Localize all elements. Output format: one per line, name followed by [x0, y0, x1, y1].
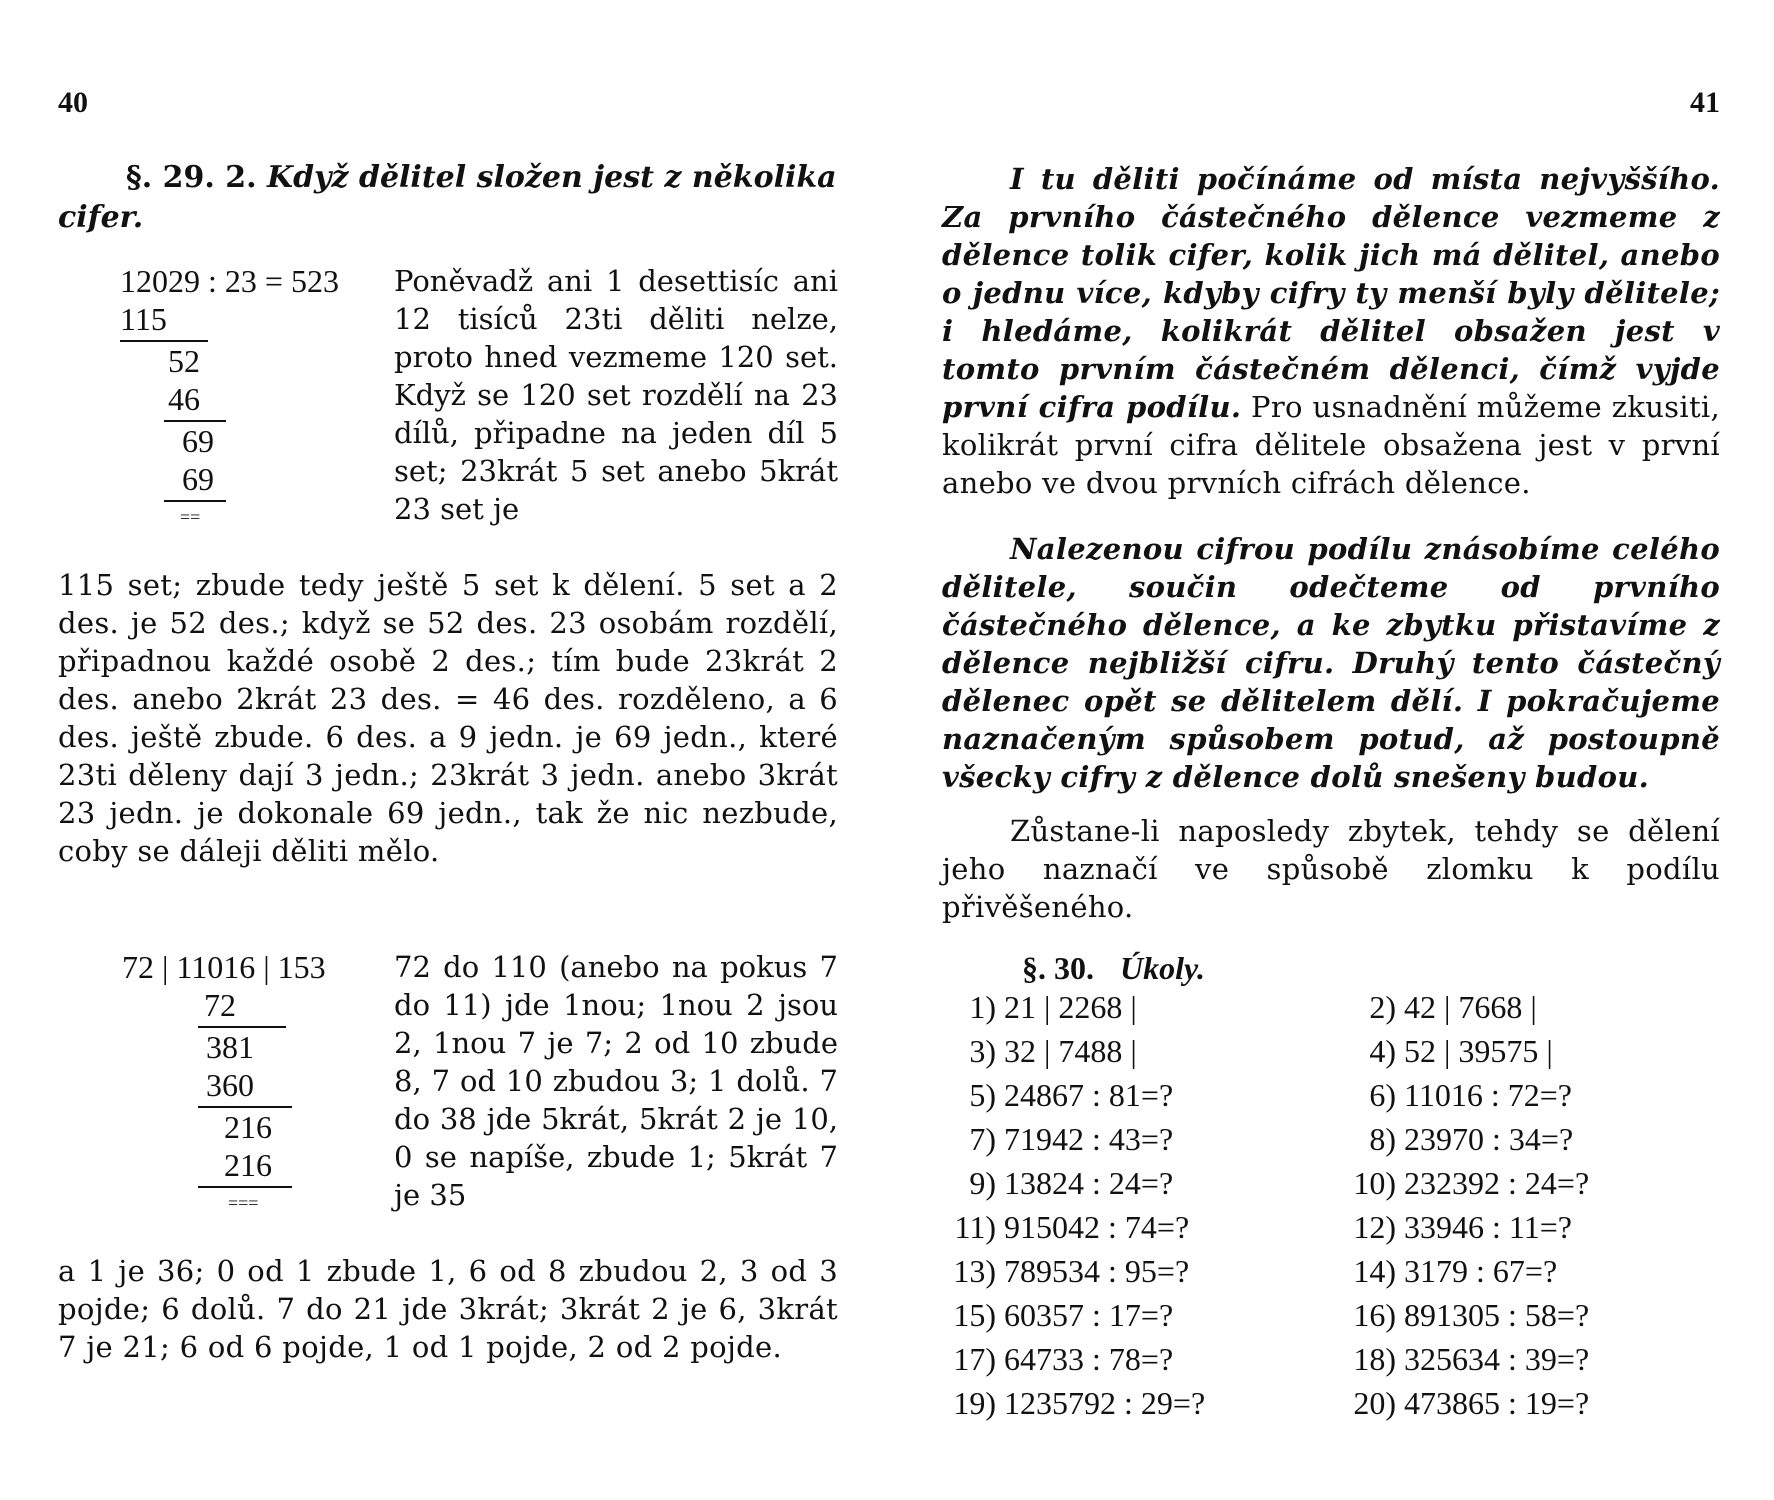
calc-row: 115 — [120, 301, 167, 337]
exercise-expression: 325634 : 39=? — [1404, 1341, 1590, 1377]
exercise-number: 11) — [954, 1209, 996, 1245]
calc-row: 72 — [204, 987, 236, 1023]
paragraph: 115 set; zbude tedy ještě 5 set k dělení. 5 set a 2 des. je 52 des.; když se 52 des. 23 osobám rozdělí, připadnou každé osobě 2 des.; tím bude 23krát 2 des. anebo 2krát 23 des. = 46 des. rozděleno, a 6 des. ještě zbude. 6 des. a 9 jedn. je 69 jedn., které 23ti děleny dají 3 jedn.; 23krát 3 jedn. anebo 3krát 23 jedn. je dokonale 69 jedn., tak že nic nezbude, coby se dáleji děliti mělo. — [58, 568, 838, 868]
exercise-item — [942, 1381, 1205, 1425]
calc-row: 46 — [168, 381, 200, 417]
exercise-number: 20) — [1353, 1385, 1396, 1421]
exercise-item — [942, 1249, 1189, 1293]
exercise-number: 15) — [953, 1297, 996, 1333]
exercise-expression: 13824 : 24=? — [1004, 1165, 1174, 1201]
left-page — [58, 0, 838, 1500]
exercise-item — [1342, 1337, 1589, 1381]
calc-row: 216 — [224, 1147, 272, 1183]
exercise-item — [1342, 1161, 1589, 1205]
calc-row: 69 — [182, 461, 214, 497]
exercise-number: 4) — [1369, 1033, 1396, 1069]
section-title: Když dělitel složen jest z několika cifer. — [58, 160, 837, 235]
exercise-item — [942, 1205, 1189, 1249]
exercise-number: 5) — [969, 1077, 996, 1113]
explanation-1: Poněvadž ani 1 desettisíc ani 12 tisíců 23ti děliti nelze, proto hned vezmeme 120 set. Když se 120 set rozdělí na 23 dílů, připadne na jeden díl 5 set; 23krát 5 set anebo 5krát 23 set je — [394, 264, 838, 526]
paragraph: Zůstane-li naposledy zbytek, tehdy se dělení jeho naznačí ve spůsobě zlomku k podílu přivěšeného. — [942, 814, 1720, 924]
exercise-expression: 24867 : 81=? — [1004, 1077, 1174, 1113]
exercise-expression: 60357 : 17=? — [1004, 1297, 1174, 1333]
division-example-1 — [120, 262, 390, 532]
calc-row: 360 — [206, 1067, 254, 1103]
calc-row: === — [228, 1193, 259, 1213]
paragraph: a 1 je 36; 0 od 1 zbude 1, 6 od 8 zbudou 2, 3 od 3 pojde; 6 dolů. 7 do 21 jde 3krát; 3krát 2 je 6, 3krát 7 je 21; 6 od 6 pojde, 1 od 1 pojde, 2 od 2 pojde. — [58, 1254, 838, 1364]
exercise-item — [942, 1117, 1173, 1161]
hint-text: Pro usnadnění můžeme zkusiti, kolikrát první cifra dělitele obsažena jest v první anebo ve dvou prvních cifrách dělence. — [942, 390, 1720, 500]
exercise-expression: 42 | 7668 | — [1404, 989, 1537, 1025]
section-title: Úkoly. — [1120, 950, 1206, 986]
calc-row: 12029 : 23 = 523 — [120, 263, 339, 299]
exercise-number: 9) — [969, 1165, 996, 1201]
exercise-number: 10) — [1353, 1165, 1396, 1201]
explanation-2: 72 do 110 (anebo na pokus 7 do 11) jde 1nou; 1nou 2 jsou 2, 1nou 7 je 7; 2 od 10 zbude 8, 7 od 10 zbudou 3; 1 dolů. 7 do 38 jde 5krát, 5krát 2 je 10, 0 se napíše, zbude 1; 5krát 7 je 35 — [394, 950, 838, 1212]
exercise-item — [942, 1293, 1173, 1337]
exercise-number: 13) — [953, 1253, 996, 1289]
exercise-number: 19) — [953, 1385, 996, 1421]
calc-row: == — [180, 507, 201, 527]
exercise-number: 2) — [1369, 989, 1396, 1025]
exercise-item — [1342, 1029, 1553, 1073]
exercise-expression: 891305 : 58=? — [1404, 1297, 1590, 1333]
section-heading — [58, 158, 838, 238]
exercise-expression: 32 | 7488 | — [1004, 1033, 1137, 1069]
paragraph: Nalezenou cifrou podílu znásobíme celého dělitele, součin odečteme od prvního částečného dělence, a ke zbytku přistavíme z dělence nejbližší cifru. Druhý tento částečný dělenec opět se dělitelem dělí. I pokračujeme naznačeným spůsobem potud, až postoupně všecky cifry z dělence dolů snešeny budou. — [942, 532, 1720, 794]
exercise-item — [1342, 985, 1537, 1029]
calc-row: 216 — [224, 1109, 272, 1145]
exercise-number: 16) — [1353, 1297, 1396, 1333]
exercise-item — [1342, 1381, 1589, 1425]
exercise-expression: 789534 : 95=? — [1004, 1253, 1190, 1289]
exercise-item — [942, 1073, 1173, 1117]
exercise-expression: 33946 : 11=? — [1404, 1209, 1572, 1245]
exercise-number: 14) — [1353, 1253, 1396, 1289]
exercise-item — [942, 1161, 1173, 1205]
page-number: 41 — [1690, 86, 1720, 119]
exercise-expression: 71942 : 43=? — [1004, 1121, 1174, 1157]
calc-row: 381 — [206, 1029, 254, 1065]
exercise-number: 17) — [953, 1341, 996, 1377]
section-number: §. 30. — [1022, 950, 1094, 986]
exercise-number: 1) — [969, 989, 996, 1025]
exercise-expression: 1235792 : 29=? — [1004, 1385, 1206, 1421]
exercise-item — [1342, 1117, 1573, 1161]
exercise-expression: 3179 : 67=? — [1404, 1253, 1558, 1289]
exercise-item — [1342, 1293, 1589, 1337]
exercise-expression: 473865 : 19=? — [1404, 1385, 1590, 1421]
exercise-number: 7) — [969, 1121, 996, 1157]
calc-row: 69 — [182, 423, 214, 459]
exercise-expression: 23970 : 34=? — [1404, 1121, 1574, 1157]
exercise-item — [942, 1337, 1173, 1381]
exercise-expression: 915042 : 74=? — [1004, 1209, 1190, 1245]
exercise-expression: 232392 : 24=? — [1404, 1165, 1590, 1201]
division-example-2 — [122, 948, 402, 1218]
rule-text: I tu děliti počínáme od místa nejvyššího. Za prvního částečného dělence vezmeme z dělence tolik cifer, kolik jich má dělitel, anebo o jednu více, kdyby cifry ty menší byly dělitele; i hledáme, kolikrát dělitel obsažen jest v tomto prvním částečném dělenci, čímž vyjde první cifra podílu. — [942, 162, 1720, 424]
exercise-number: 18) — [1353, 1341, 1396, 1377]
page-number: 40 — [58, 86, 88, 119]
exercise-expression: 52 | 39575 | — [1404, 1033, 1553, 1069]
section-number: §. 29. 2. — [126, 160, 257, 195]
exercise-number: 8) — [1369, 1121, 1396, 1157]
section-heading — [1022, 950, 1205, 987]
exercise-number: 6) — [1369, 1077, 1396, 1113]
calc-row: 52 — [168, 343, 200, 379]
exercise-item — [1342, 1073, 1572, 1117]
exercise-item — [1342, 1205, 1572, 1249]
exercise-item — [1342, 1249, 1557, 1293]
exercise-number: 12) — [1353, 1209, 1396, 1245]
exercise-item — [942, 1029, 1137, 1073]
exercise-item — [942, 985, 1137, 1029]
calc-row: 72 | 11016 | 153 — [122, 949, 326, 985]
exercise-expression: 21 | 2268 | — [1004, 989, 1137, 1025]
right-page — [942, 0, 1720, 1500]
exercise-expression: 64733 : 78=? — [1004, 1341, 1174, 1377]
exercise-expression: 11016 : 72=? — [1404, 1077, 1572, 1113]
exercise-number: 3) — [969, 1033, 996, 1069]
paragraph — [942, 160, 1720, 502]
